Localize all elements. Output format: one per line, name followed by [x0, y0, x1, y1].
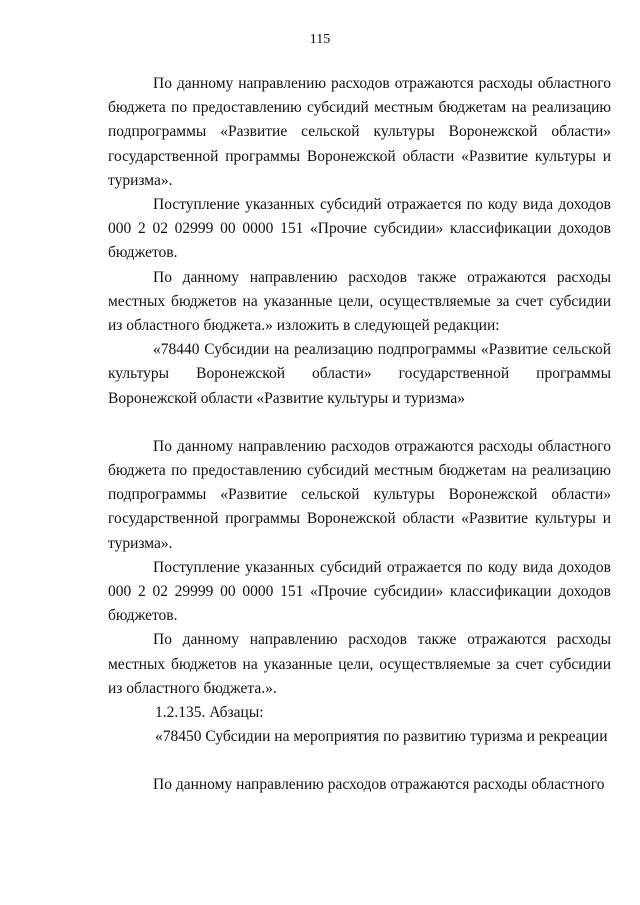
paragraph-old-local-budgets: По данному направлению расходов также отражаются расходы местных бюджетов на указанные цели, осуществляемые за счет субсидии из областного бюджета.» изложить в следующей редакции: [108, 268, 611, 335]
paragraph-code-78450-title: «78450 Субсидии на мероприятия по развитию туризма и рекреации [155, 728, 608, 746]
paragraph-old-income-code: Поступление указанных субсидий отражается по коду вида доходов 000 2 02 02999 00 0000 151 «Прочие субсидии» классификации доходов бюджетов. [108, 196, 611, 262]
paragraph-code-78440-title: «78440 Субсидии на реализацию подпрограммы «Развитие сельской культуры Воронежской области» государственной программы Воронежской области «Развитие культуры и туризма» [108, 341, 611, 407]
paragraph-continued-expense-description: По данному направлению расходов отражаются расходы областного [153, 776, 605, 794]
paragraph-new-income-code: Поступление указанных субсидий отражается по коду вида доходов 000 2 02 29999 00 0000 151 «Прочие субсидии» классификации доходов бюджетов. [108, 558, 611, 625]
document-body [108, 72, 611, 798]
paragraph-new-expense-description: По данному направлению расходов отражаются расходы областного бюджета по предоставлению субсидий местным бюджетам на реализацию подпрограммы «Развитие сельской культуры Воронежской области» государственной программы Воронежской области «Развитие культуры и туризма». [108, 437, 611, 552]
paragraph-old-expense-description: По данному направлению расходов отражаются расходы областного бюджета по предоставлению субсидий местным бюджетам на реализацию подпрограммы «Развитие сельской культуры Воронежской области» государственной программы Воронежской области «Развитие культуры и туризма». [108, 75, 611, 189]
page-number: 115 [309, 32, 331, 47]
section-heading-1-2-135: 1.2.135. Абзацы: [155, 704, 264, 722]
paragraph-new-local-budgets: По данному направлению расходов также отражаются расходы местных бюджетов на указанные цели, осуществляемые за счет субсидии из областного бюджета.». [108, 631, 611, 697]
